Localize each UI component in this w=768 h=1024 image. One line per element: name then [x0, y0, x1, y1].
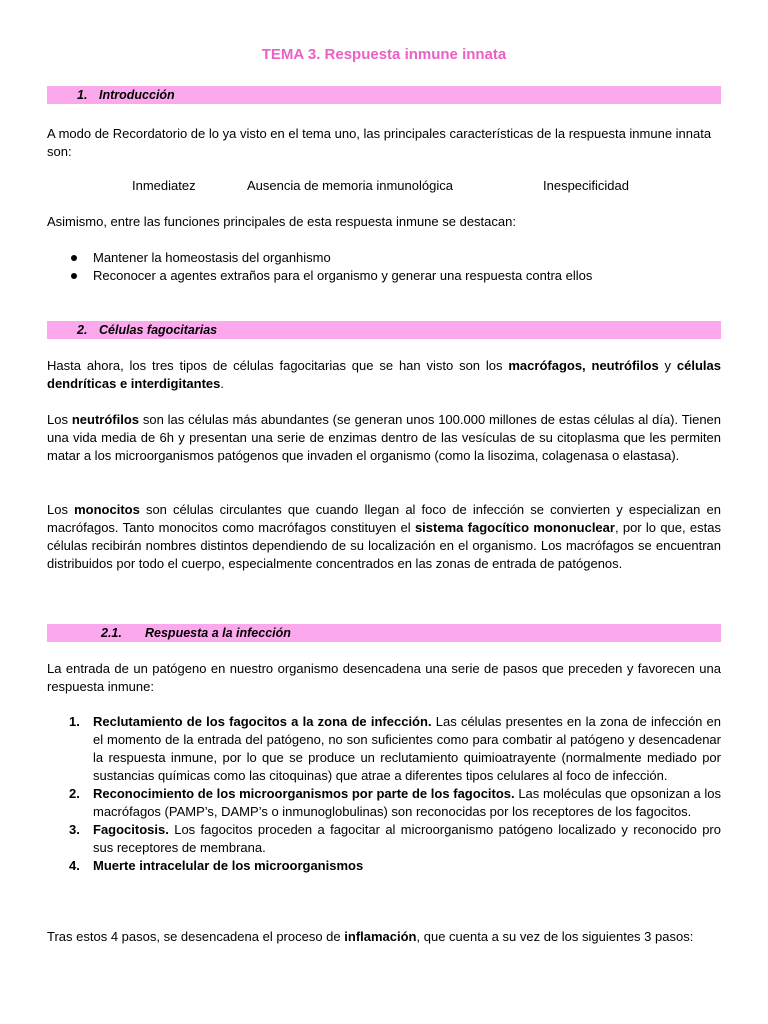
section-title: Introducción — [99, 88, 175, 102]
section-number: 2. — [77, 323, 88, 337]
document-title: TEMA 3. Respuesta inmune innata — [261, 46, 507, 63]
section-heading-infection — [47, 624, 721, 642]
bold-term: células dendríticas e interdigitantes — [47, 358, 721, 391]
bold-term: monocitos — [74, 502, 140, 517]
intro-bullet-list — [47, 249, 721, 285]
section-heading-cells — [47, 321, 721, 339]
cells-paragraph-3 — [47, 501, 721, 573]
text-run: y — [658, 358, 677, 373]
list-number: 2. — [69, 786, 80, 801]
step-title: Reclutamiento de los fagocitos a la zona de infección. — [93, 714, 432, 729]
section-heading-intro — [47, 86, 721, 104]
intro-paragraph-1: A modo de Recordatorio de lo ya visto en el tema uno, las principales características de la respuesta inmune innata son: — [47, 126, 712, 159]
list-item — [47, 821, 721, 857]
list-number: 4. — [69, 858, 80, 873]
text-run: , por lo que, estas células recibirán nombres distintos dependiendo de su localización en el organismo. Los macrófagos se encuentran distribuidos por todo el cuerpo, especialmente concentrados en las zonas de entrada de patógenos. — [47, 520, 721, 571]
bold-term: inflamación — [344, 929, 417, 944]
text-run: Tras estos 4 pasos, se desencadena el proceso de — [47, 929, 345, 944]
infection-paragraph-1: La entrada de un patógeno en nuestro organismo desencadena una serie de pasos que preceden y favorecen una respuesta inmune: — [47, 661, 721, 694]
list-item-text: Mantener la homeostasis del organhismo — [93, 250, 331, 265]
step-text: Las células presentes en la zona de infección en el momento de la entrada del patógeno, no son suficientes como para combatir al patógeno y desencadenar la respuesta inmune, por lo que se produce un reclutamiento quimioatrayente (normalmente mediado por sustancias químicas como las citoquinas) que atrae a diferentes tipos celulares al foco de infección. — [93, 714, 722, 783]
section-title: Células fagocitarias — [99, 323, 218, 337]
list-number: 3. — [69, 822, 80, 837]
step-text: Los fagocitos proceden a fagocitar al microorganismo patógeno localizado y reconocido pro sus receptores de membrana. — [93, 822, 721, 855]
bold-term: sistema fagocítico mononuclear — [414, 520, 615, 535]
step-title: Reconocimiento de los microorganismos por parte de los fagocitos. — [93, 786, 515, 801]
infection-steps-list — [47, 713, 721, 875]
text-run: son las células más abundantes (se generan unos 100.000 millones de estas células al día). Tienen una vida media de 6h y presentan una serie de enzimas dentro de las vesículas de su citoplasma que les permiten matar a los microorganismos patógenos que invaden el organismo (como la lisozima, colagenasa o elastasa). — [47, 412, 722, 463]
trait-item: Inespecificidad — [543, 178, 629, 193]
text-run: son células circulantes que cuando llegan al foco de infección se convierten y especializan en macrófagos. Tanto monocitos como macrófagos constituyen el — [47, 502, 721, 535]
list-item — [47, 713, 721, 785]
section-title: Respuesta a la infección — [145, 626, 291, 640]
list-item — [47, 857, 721, 875]
step-text: Las moléculas que opsonizan a los macrófagos (PAMP’s, DAMP’s o inmunoglobulinas) son reconocidas por los receptores de los fagocitos. — [93, 786, 722, 819]
bold-term: neutrófilos — [71, 412, 139, 427]
text-run: , que cuenta a su vez de los siguientes 3 pasos: — [416, 929, 694, 944]
list-item — [47, 785, 721, 821]
step-title: Fagocitosis. — [93, 822, 169, 837]
list-item — [47, 249, 721, 267]
text-run: Los — [47, 502, 75, 517]
bullet-icon — [71, 273, 77, 279]
trait-item: Inmediatez — [132, 178, 196, 193]
text-run: Hasta ahora, los tres tipos de células fagocitarias que se han visto son los — [47, 358, 509, 373]
list-item — [47, 267, 721, 285]
text-run: Los — [47, 412, 72, 427]
bold-term: macrófagos, neutrófilos — [508, 358, 659, 373]
intro-paragraph-2: Asimismo, entre las funciones principales de esta respuesta inmune se destacan: — [47, 214, 516, 229]
list-number: 1. — [69, 714, 80, 729]
step-title: Muerte intracelular de los microorganismos — [93, 858, 364, 873]
bullet-icon — [71, 255, 77, 261]
trait-item: Ausencia de memoria inmunológica — [247, 178, 453, 193]
section-number: 1. — [77, 88, 88, 102]
text-run: . — [220, 376, 224, 391]
cells-paragraph-2 — [47, 411, 721, 465]
infection-paragraph-2 — [47, 928, 721, 946]
section-number: 2.1. — [101, 626, 122, 640]
list-item-text: Reconocer a agentes extraños para el organismo y generar una respuesta contra ellos — [93, 268, 593, 283]
cells-paragraph-1 — [47, 357, 721, 393]
